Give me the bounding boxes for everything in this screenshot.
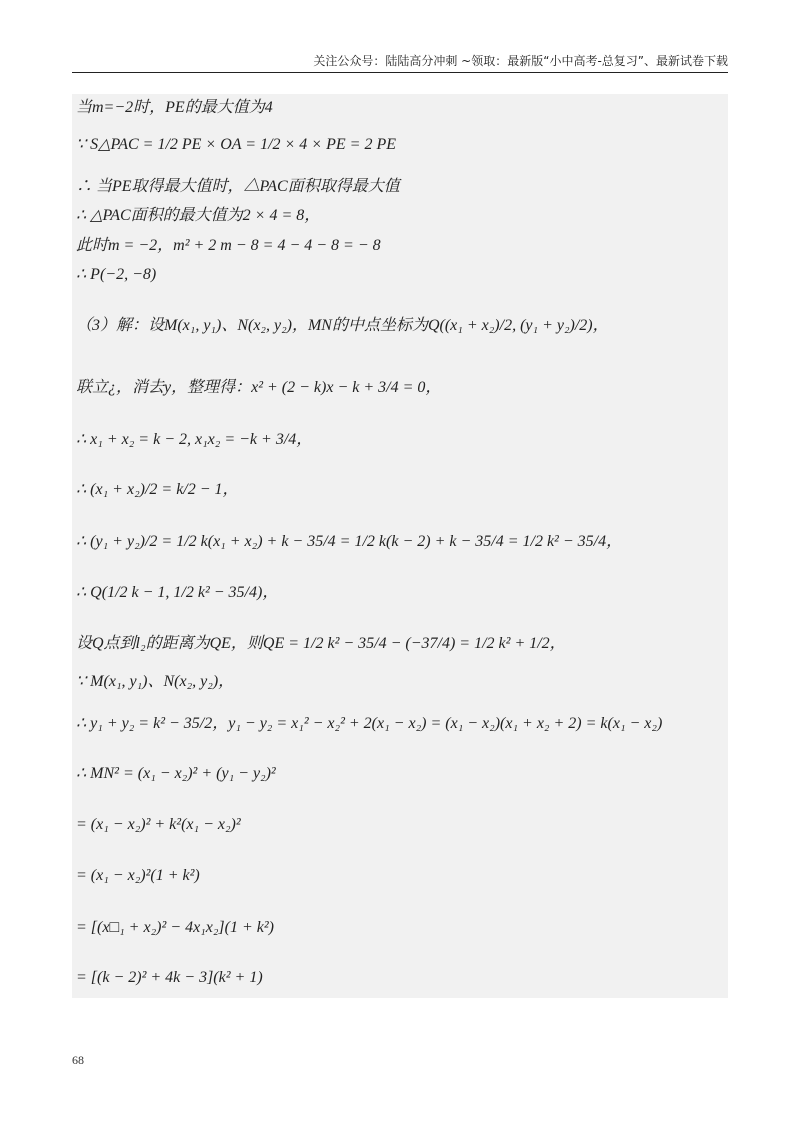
solution-line-2: ∵ S△PAC = 1/2 PE × OA = 1/2 × 4 × PE = 2 PE	[76, 136, 396, 153]
solution-line-1: 当m=−2时，PE的最大值为4	[76, 99, 273, 116]
solution-line-9: ∴ x₁ + x₂ = k − 2, x₁x₂ = −k + 3/4，	[76, 431, 313, 448]
header-rule	[72, 72, 728, 73]
solution-line-4: ∴ △PAC面积的最大值为2 × 4 = 8，	[76, 207, 321, 224]
solution-line-14: ∵ M(x₁, y₁)、N(x₂, y₂)，	[76, 673, 235, 690]
solution-line-7: （3）解：设M(x₁, y₁)、N(x₂, y₂)，MN的中点坐标为Q((x₁ + x₂)/2, (y₁ + y₂)/2)，	[76, 317, 609, 334]
solution-line-15: ∴ y₁ + y₂ = k² − 35/2，y₁ − y₂ = x₁² − x₂² + 2(x₁ − x₂) = (x₁ − x₂)(x₁ + x₂ + 2) = k(x₁ − x₂)	[76, 715, 663, 732]
solution-line-3: ∴ 当PE取得最大值时，△PAC面积取得最大值	[76, 178, 400, 195]
solution-line-8: 联立¿，消去y，整理得：x² + (2 − k)x − k + 3/4 = 0，	[76, 379, 442, 396]
solution-line-17: = (x₁ − x₂)² + k²(x₁ − x₂)²	[76, 816, 241, 833]
solution-line-6: ∴ P(−2, −8)	[76, 266, 157, 283]
page-number: 68	[72, 1053, 84, 1067]
solution-line-13: 设Q点到l₂的距离为QE，则QE = 1/2 k² − 35/4 − (−37/4) = 1/2 k² + 1/2，	[76, 635, 566, 652]
solution-line-16: ∴ MN² = (x₁ − x₂)² + (y₁ − y₂)²	[76, 765, 276, 782]
solution-line-18: = (x₁ − x₂)²(1 + k²)	[76, 867, 200, 884]
solution-line-20: = [(k − 2)² + 4k − 3](k² + 1)	[76, 969, 263, 986]
solution-line-19: = [(x□₁ + x₂)² − 4x₁x₂](1 + k²)	[76, 919, 274, 936]
page-header: 关注公众号：陆陆高分冲刺 ~领取：最新版“小中高考-总复习”、最新试卷下载	[313, 54, 728, 68]
solution-line-11: ∴ (y₁ + y₂)/2 = 1/2 k(x₁ + x₂) + k − 35/4 = 1/2 k(k − 2) + k − 35/4 = 1/2 k² − 35/4，	[76, 533, 623, 550]
solution-line-10: ∴ (x₁ + x₂)/2 = k/2 − 1，	[76, 481, 239, 498]
solution-line-12: ∴ Q(1/2 k − 1, 1/2 k² − 35/4)，	[76, 584, 279, 601]
solution-line-5: 此时m = −2，m² + 2 m − 8 = 4 − 4 − 8 = − 8	[76, 237, 381, 254]
